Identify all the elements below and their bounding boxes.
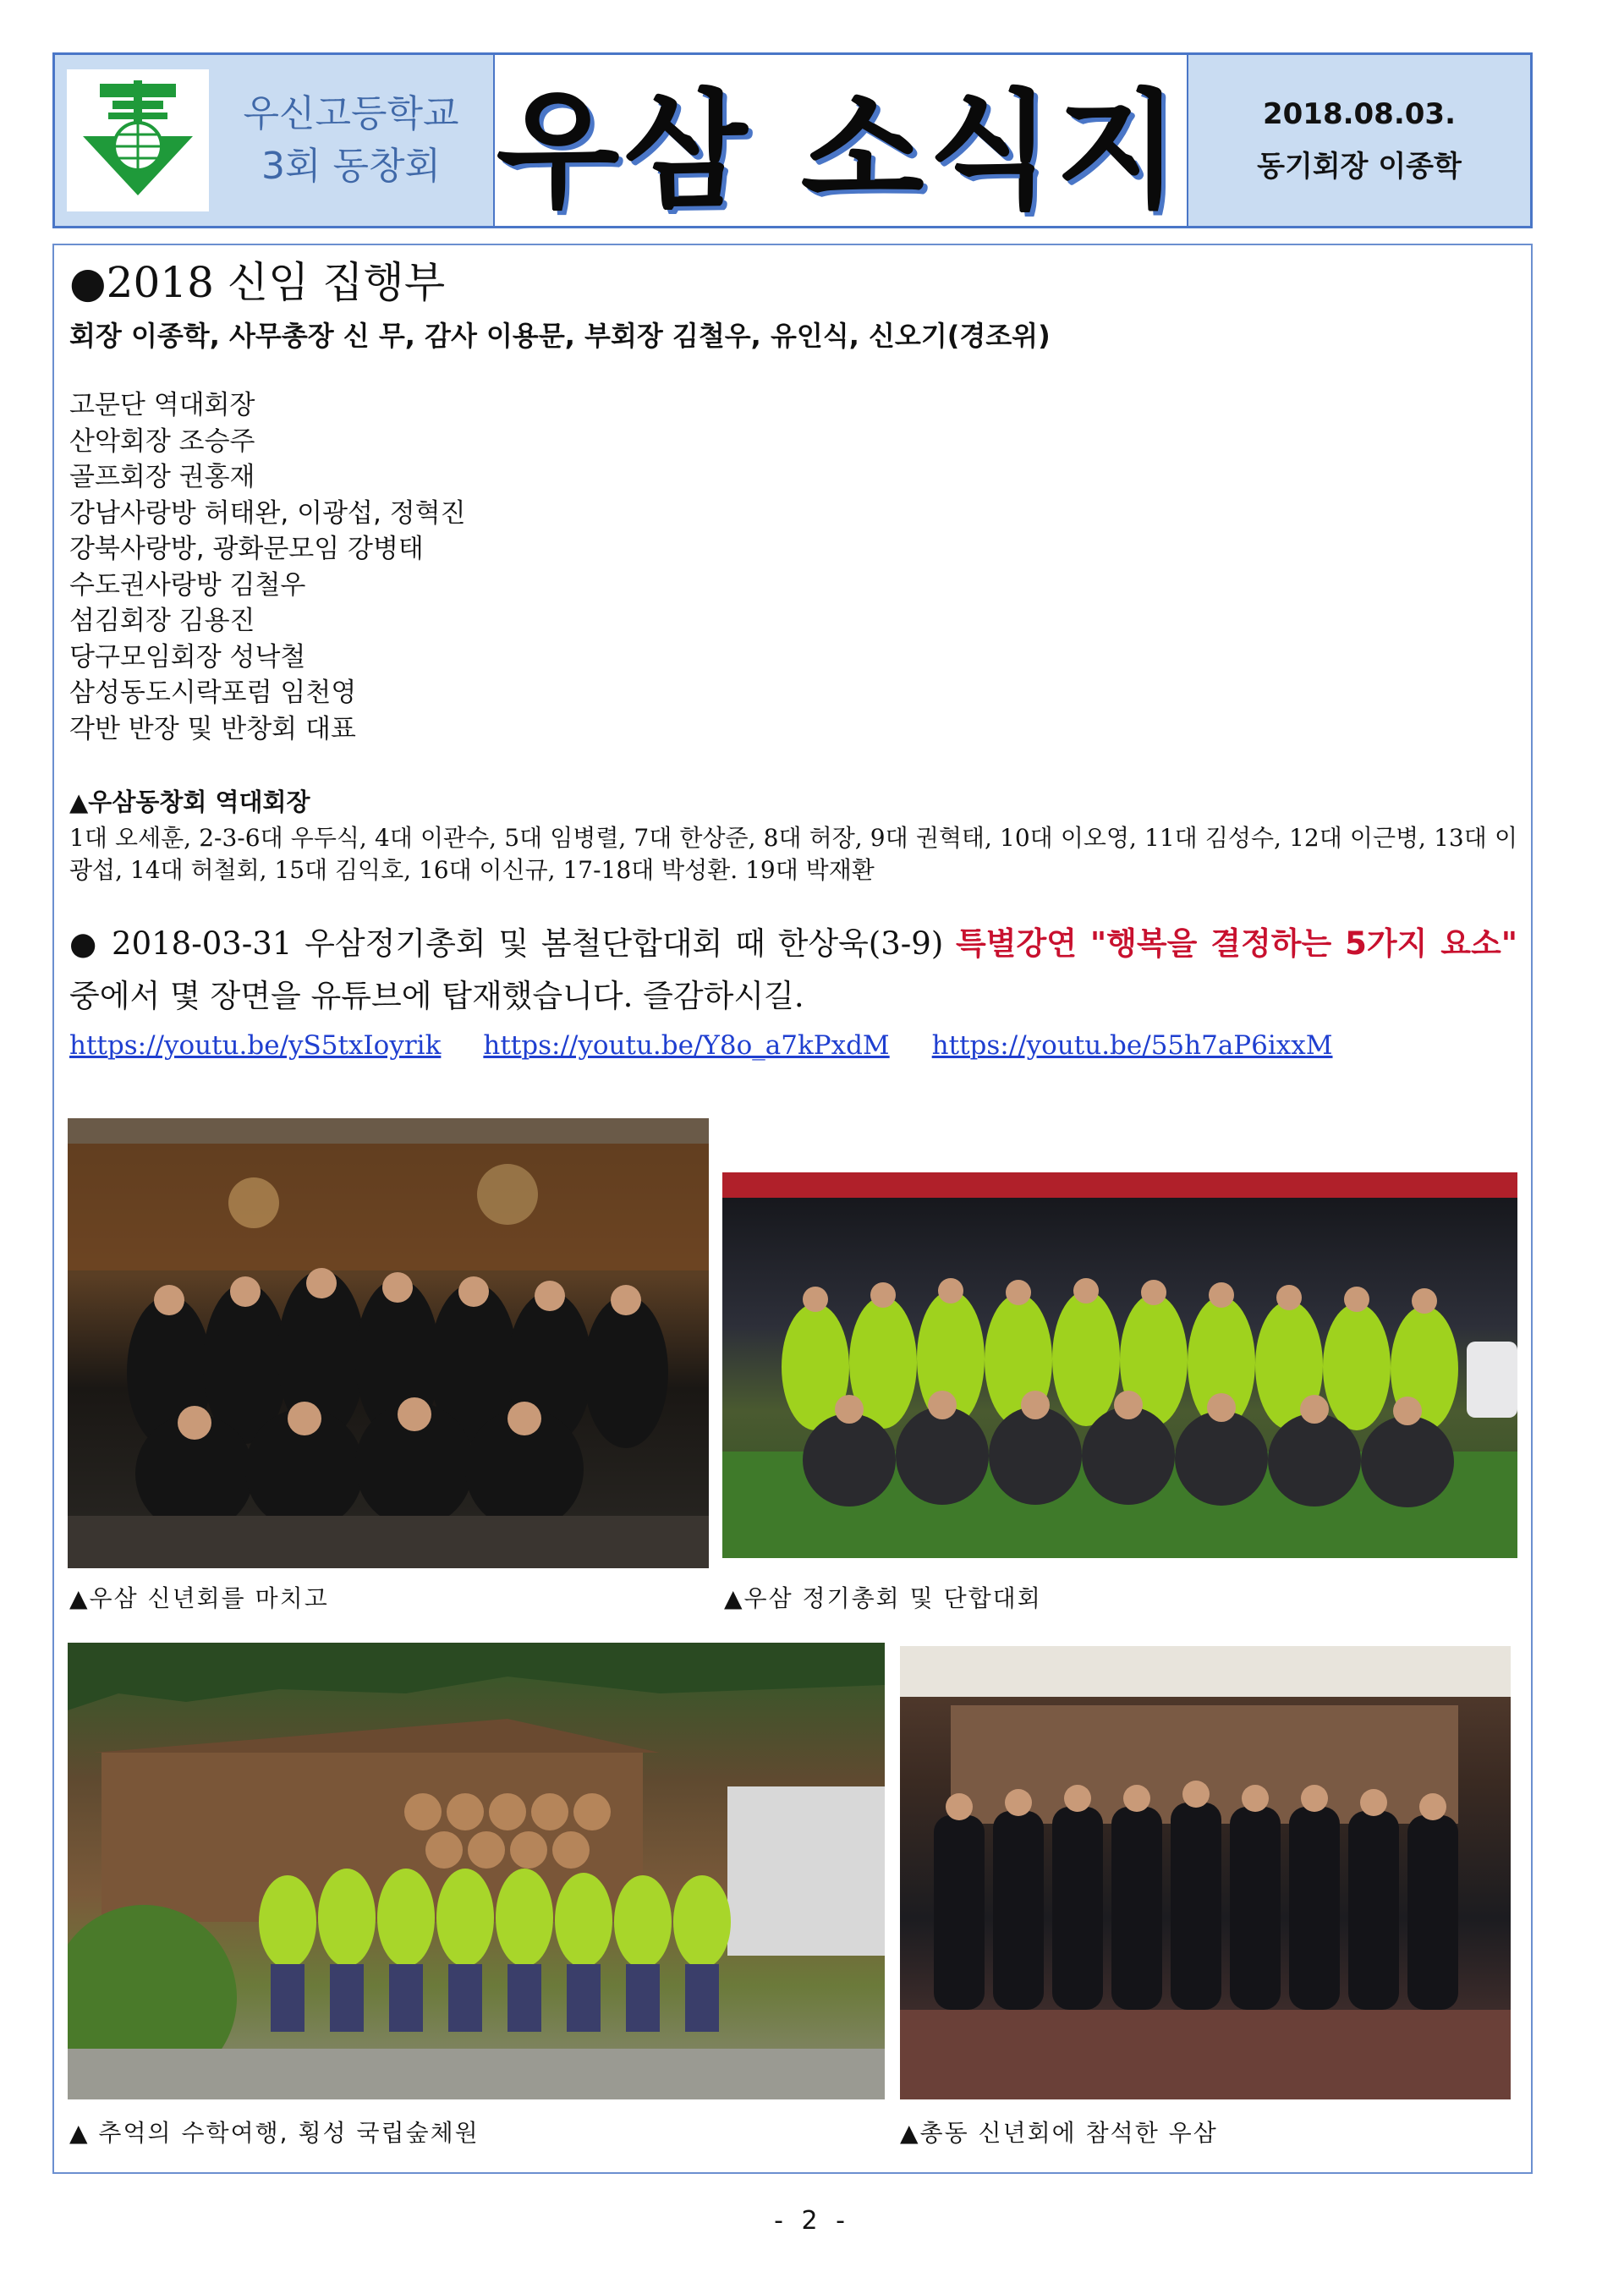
section-title: ●2018 신임 집행부 bbox=[69, 258, 446, 307]
advisors-list bbox=[69, 387, 466, 747]
photo-alumni-new-year bbox=[900, 1646, 1511, 2099]
content-box bbox=[52, 244, 1533, 2174]
lecture-outro: 중에서 몇 장면을 유튜브에 탑재했습니다. 즐감하시길. bbox=[69, 978, 804, 1014]
chairman-name: 동기회장 이종학 bbox=[1257, 150, 1462, 184]
photo-caption: ▲우삼 정기총회 및 단합대회 bbox=[724, 1584, 1042, 1612]
list-item: 수도권사랑방 김철우 bbox=[69, 569, 306, 601]
school-emblem-icon bbox=[74, 77, 201, 204]
list-item: 삼성동도시락포럼 임천영 bbox=[69, 678, 357, 708]
masthead-title: 우삼 소식지 bbox=[497, 79, 1185, 226]
page-number: - 2 - bbox=[774, 2206, 850, 2236]
school-name bbox=[209, 88, 493, 193]
list-item: 각반 반장 및 반창회 대표 bbox=[69, 713, 356, 744]
masthead-panel bbox=[495, 55, 1188, 226]
list-item: 고문단 역대회장 bbox=[69, 390, 255, 420]
list-item: 골프회장 권홍재 bbox=[69, 462, 255, 492]
list-item: 당구모임회장 성낙철 bbox=[69, 641, 306, 672]
group-photo-image bbox=[722, 1172, 1517, 1558]
youtube-link-2[interactable]: https://youtu.be/Y8o_a7kPxdM bbox=[483, 1030, 890, 1061]
header-school-panel bbox=[55, 55, 495, 226]
newsletter-header bbox=[52, 52, 1533, 228]
youtube-links bbox=[69, 1030, 1333, 1061]
lecture-intro: ● 2018-03-31 우삼정기총회 및 봄철단합대회 때 한상욱(3-9) bbox=[69, 925, 957, 962]
photo-school-trip bbox=[68, 1643, 885, 2099]
school-name-line2: 3회 동창회 bbox=[261, 145, 441, 188]
header-info-panel bbox=[1188, 55, 1530, 226]
photo-caption: ▲ 추억의 수학여행, 횡성 국립숲체원 bbox=[69, 2119, 480, 2147]
lecture-notice bbox=[69, 918, 1517, 1023]
list-item: 강북사랑방, 광화문모임 강병태 bbox=[69, 534, 424, 564]
issue-date: 2018.08.03. bbox=[1262, 97, 1456, 131]
officers-line: 회장 이종학, 사무총장 신 무, 감사 이용문, 부회장 김철우, 유인식, 신오기(경조위) bbox=[69, 320, 1051, 352]
photo-caption: ▲총동 신년회에 참석한 우삼 bbox=[900, 2119, 1218, 2147]
group-photo-image bbox=[68, 1118, 709, 1568]
photo-caption: ▲우삼 신년회를 마치고 bbox=[69, 1584, 329, 1612]
list-item: 산악회장 조승주 bbox=[69, 425, 255, 457]
school-name-line1: 우신고등학교 bbox=[243, 92, 459, 135]
group-photo-image bbox=[900, 1646, 1511, 2099]
photo-general-meeting bbox=[722, 1172, 1517, 1558]
group-photo-image bbox=[68, 1643, 885, 2099]
youtube-link-3[interactable]: https://youtu.be/55h7aP6ixxM bbox=[931, 1030, 1333, 1061]
list-item: 섬김회장 김용진 bbox=[69, 606, 255, 636]
past-presidents-title: ▲우삼동창회 역대회장 bbox=[69, 788, 310, 816]
photo-new-year-party bbox=[68, 1118, 709, 1568]
lecture-highlight: 특별강연 "행복을 결정하는 5가지 요소" bbox=[956, 925, 1517, 962]
past-presidents-list: 1대 오세훈, 2-3-6대 우두식, 4대 이관수, 5대 임병렬, 7대 한상준, 8대 허장, 9대 권혁태, 10대 이오영, 11대 김성수, 12대 이근병, 13대 이광섭, 14대 허철회, 15대 김익호, 16대 이신규, 17-18대 박성환. 19대 박재환 bbox=[69, 824, 1517, 884]
list-item: 강남사랑방 허태완, 이광섭, 정혁진 bbox=[69, 497, 466, 529]
youtube-link-1[interactable]: https://youtu.be/yS5txIoyrik bbox=[69, 1030, 442, 1061]
school-logo bbox=[67, 69, 209, 211]
